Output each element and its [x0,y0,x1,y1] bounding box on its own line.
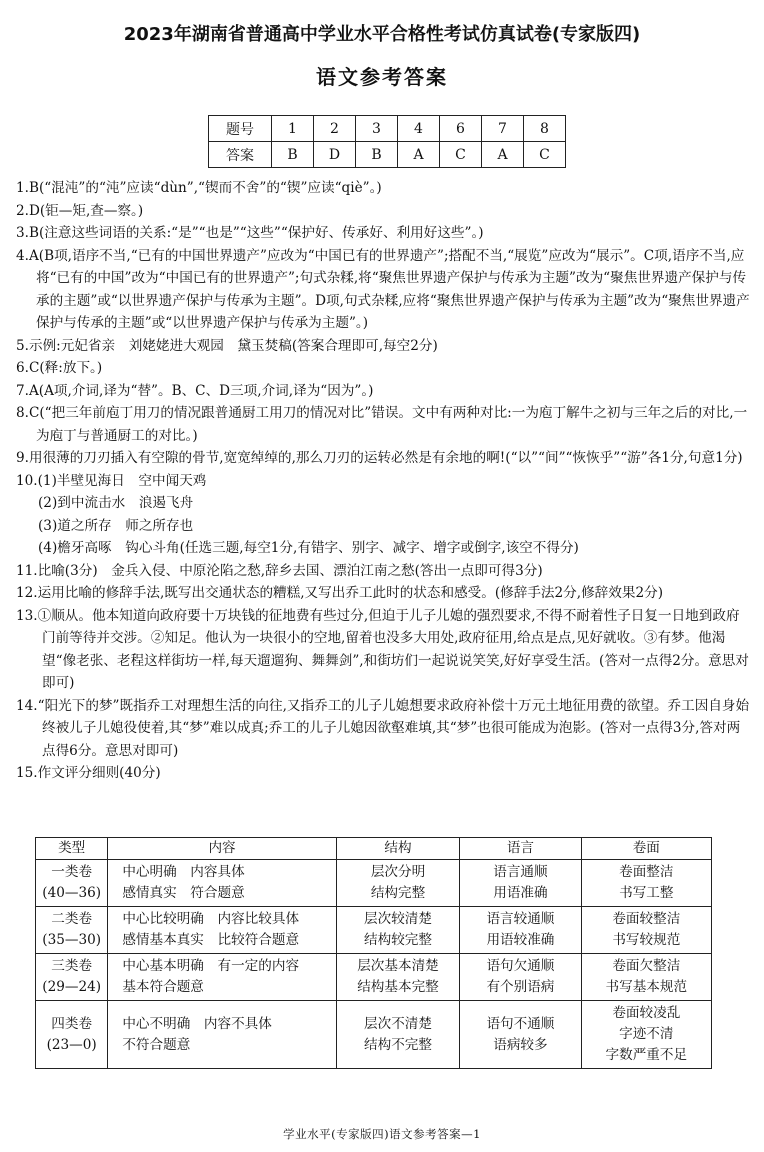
rubric-presentation-line: 书写较规范 [612,932,681,948]
answer-table-number-row [209,116,566,142]
rubric-score-range: (29—24) [42,979,102,995]
answer-table [208,115,566,168]
rubric-structure-line: 结构较完整 [364,932,432,948]
rubric-type: 三类卷 [51,958,93,974]
rubric-structure-cell [336,860,459,907]
rubric-content-cell [108,860,336,907]
rubric-content-cell [108,1001,336,1069]
rubric-language-cell [460,907,581,954]
question-number: 2 [314,116,356,142]
rubric-language-line: 语言通顺 [493,864,548,880]
rubric-language-cell [460,1001,581,1069]
answer-item-10-part-3: (3)道之所存 师之所存也 [38,517,194,534]
answer-item-10-part-4: (4)檐牙高啄 钩心斗角(任选三题,每空1分,有错字、别字、减字、增字或倒字,该空不得分) [38,540,579,556]
answer-item-2: 2.D(钜—矩,查—察。) [16,202,144,219]
rubric-row [36,954,712,1001]
rubric-presentation-cell [581,1001,711,1069]
answer-item-13: 13.①顺从。他本知道向政府要十万块钱的征地费有些过分,但迫于儿子儿媳的强烈要求,不得不耐着性子日复一日地到政府门前等待并交涉。②知足。他认为一块很小的空地,留着也没多大用处,政府征用,给点是点,见好就收。③有梦。他渴望“像老张、老程这样街坊一样,每天遛遛狗、舞舞剑”,和街坊们一起说说笑笑,好好享受生活。(答对一点得2分。意思对即可) [16,607,749,691]
answer-item-11: 11.比喻(3分) 金兵入侵、中原沦陷之愁,辞乡去国、漂泊江南之愁(答出一点即可得3分) [16,562,543,579]
page-title: 2023年湖南省普通高中学业水平合格性考试仿真试卷(专家版四) [123,24,641,45]
answer-table-answer-label: 答案 [209,142,272,168]
rubric-presentation-line: 卷面较凌乱 [612,1005,681,1021]
rubric-structure-line: 层次不清楚 [364,1015,432,1032]
question-number: 4 [398,116,440,142]
rubric-type-cell [36,1001,108,1069]
essay-rubric-table [35,837,712,1069]
rubric-content-line: 中心不明确 内容不具体 [122,1015,272,1032]
rubric-presentation-cell [581,860,711,907]
answer-item-7: 7.A(A项,介词,译为“替”。B、C、D三项,介词,译为“因为”。) [16,382,374,399]
rubric-structure-line: 结构不完整 [364,1036,432,1053]
page-footer: 学业水平(专家版四)语文参考答案—1 [283,1127,481,1141]
rubric-presentation-line: 字迹不清 [619,1026,674,1042]
question-number: 1 [272,116,314,142]
answer-item-14: 14.“阳光下的梦”既指乔工对理想生活的向往,又指乔工的儿子儿媳想要求政府补偿十万元土地征用费的欲望。乔工因自身始终被儿子儿媳役使着,其“梦”难以成真;乔工的儿子儿媳因欲壑难填,其“梦”也很可能成为泡影。(答对一点得3分,答对两点得6分。意思对即可) [16,697,750,759]
rubric-score-range: (23—0) [46,1036,97,1053]
rubric-header-structure: 结构 [336,838,459,860]
rubric-structure-cell [336,954,459,1001]
rubric-structure-line: 层次较清楚 [364,911,432,927]
answer-item-6: 6.C(释:放下。) [16,360,103,376]
rubric-score-range: (35—30) [42,932,102,948]
rubric-type: 一类卷 [51,864,93,880]
rubric-language-line: 语言较通顺 [486,911,555,927]
rubric-language-line: 语句欠通顺 [486,958,555,974]
answer-item-9: 9.用很薄的刀刃插入有空隙的骨节,宽宽绰绰的,那么刀刃的运转必然是有余地的啊!(“以”“间”“恢恢乎”“游”各1分,句意1分) [16,450,743,466]
rubric-header-row [36,838,712,860]
rubric-presentation-cell [581,907,711,954]
question-number: 7 [482,116,524,142]
rubric-structure-cell [336,907,459,954]
answer-item-12: 12.运用比喻的修辞手法,既写出交通状态的糟糕,又写出乔工此时的状态和感受。(修辞手法2分,修辞效果2分) [16,585,664,601]
answer-letter: A [482,142,524,168]
answer-letter: D [314,142,356,168]
rubric-content-cell [108,954,336,1001]
answer-item-10-part-2: (2)到中流击水 浪遏飞舟 [38,495,194,511]
rubric-header-language: 语言 [460,838,581,860]
rubric-header-presentation: 卷面 [581,838,711,860]
rubric-header-type: 类型 [36,838,108,860]
rubric-type-cell [36,860,108,907]
rubric-structure-line: 层次分明 [370,864,426,880]
answer-item-3: 3.B(注意这些词语的关系:“是”“也是”“这些”“保护好、传承好、利用好这些”。) [16,225,484,241]
answer-item-10: 10.(1)半壁见海日 空中闻天鸡 [16,472,207,489]
rubric-presentation-line: 卷面欠整洁 [612,958,681,974]
rubric-structure-line: 层次基本清楚 [357,958,439,974]
answer-explanations [16,177,752,785]
answer-item-15: 15.作文评分细则(40分) [16,765,161,781]
answer-letter: C [524,142,566,168]
rubric-score-range: (40—36) [42,885,102,901]
rubric-language-line: 有个别语病 [486,979,555,995]
answer-letter: A [398,142,440,168]
rubric-row [36,860,712,907]
answer-item-8: 8.C(“把三年前庖丁用刀的情况跟普通厨工用刀的情况对比”错误。文中有两种对比:一为庖丁解牛之初与三年之后的对比,一为庖丁与普通厨工的对比。) [16,405,748,444]
question-number: 3 [356,116,398,142]
rubric-presentation-line: 卷面较整洁 [612,911,681,927]
answer-item-4: 4.A(B项,语序不当,“已有的中国世界遗产”应改为“中国已有的世界遗产”;搭配不当,“展览”应改为“展示”。C项,语序不当,应将“已有的中国”改为“中国已有的世界遗产”;句式杂糅,将“聚焦世界遗产保护与传承为主题”改为“聚焦世界遗产保护与传承的主题”或“以世界遗产保护与传承为主题”。D项,句式杂糅,应将“聚焦世界遗产保护与传承为主题”改为“聚焦世界遗产保护与传承的主题”或“以世界遗产保护与传承为主题”。) [16,247,750,331]
answer-letter: C [440,142,482,168]
rubric-presentation-line: 字数严重不足 [605,1047,688,1063]
rubric-language-line: 用语较准确 [486,932,555,948]
rubric-language-cell [460,954,581,1001]
answer-letter: B [272,142,314,168]
rubric-content-line: 感情基本真实 比较符合题意 [122,932,300,948]
rubric-presentation-line: 书写工整 [619,885,674,901]
rubric-content-line: 中心比较明确 内容比较具体 [122,911,300,927]
rubric-content-line: 中心明确 内容具体 [122,864,245,880]
rubric-type-cell [36,907,108,954]
rubric-presentation-cell [581,954,711,1001]
answer-item-5: 5.示例:元妃省亲 刘姥姥进大观园 黛玉焚稿(答案合理即可,每空2分) [16,337,438,354]
answer-letter: B [356,142,398,168]
rubric-type: 二类卷 [51,911,93,927]
rubric-presentation-line: 卷面整洁 [619,864,674,880]
rubric-language-line: 语病较多 [493,1036,548,1053]
rubric-row [36,907,712,954]
question-number: 6 [440,116,482,142]
answer-item-1: 1.B(“混沌”的“沌”应读“dùn”,“锲而不舍”的“锲”应读“qiè”。) [16,180,382,196]
answer-table-number-label: 题号 [209,116,272,142]
rubric-content-line: 感情真实 符合题意 [122,885,245,901]
rubric-content-line: 不符合题意 [122,1036,191,1053]
rubric-type-cell [36,954,108,1001]
rubric-structure-cell [336,1001,459,1069]
question-number: 8 [524,116,566,142]
rubric-language-line: 用语准确 [493,885,548,901]
rubric-language-cell [460,860,581,907]
page-subtitle: 语文参考答案 [316,65,448,89]
rubric-header-content: 内容 [108,838,336,860]
rubric-row [36,1001,712,1069]
answer-table-answer-row [209,142,566,168]
rubric-content-line: 基本符合题意 [122,979,204,995]
rubric-structure-line: 结构基本完整 [357,979,439,995]
rubric-content-cell [108,907,336,954]
rubric-presentation-line: 书写基本规范 [605,979,688,995]
rubric-content-line: 中心基本明确 有一定的内容 [122,958,300,974]
rubric-type: 四类卷 [51,1015,93,1032]
rubric-structure-line: 结构完整 [370,885,426,901]
rubric-language-line: 语句不通顺 [486,1015,555,1032]
